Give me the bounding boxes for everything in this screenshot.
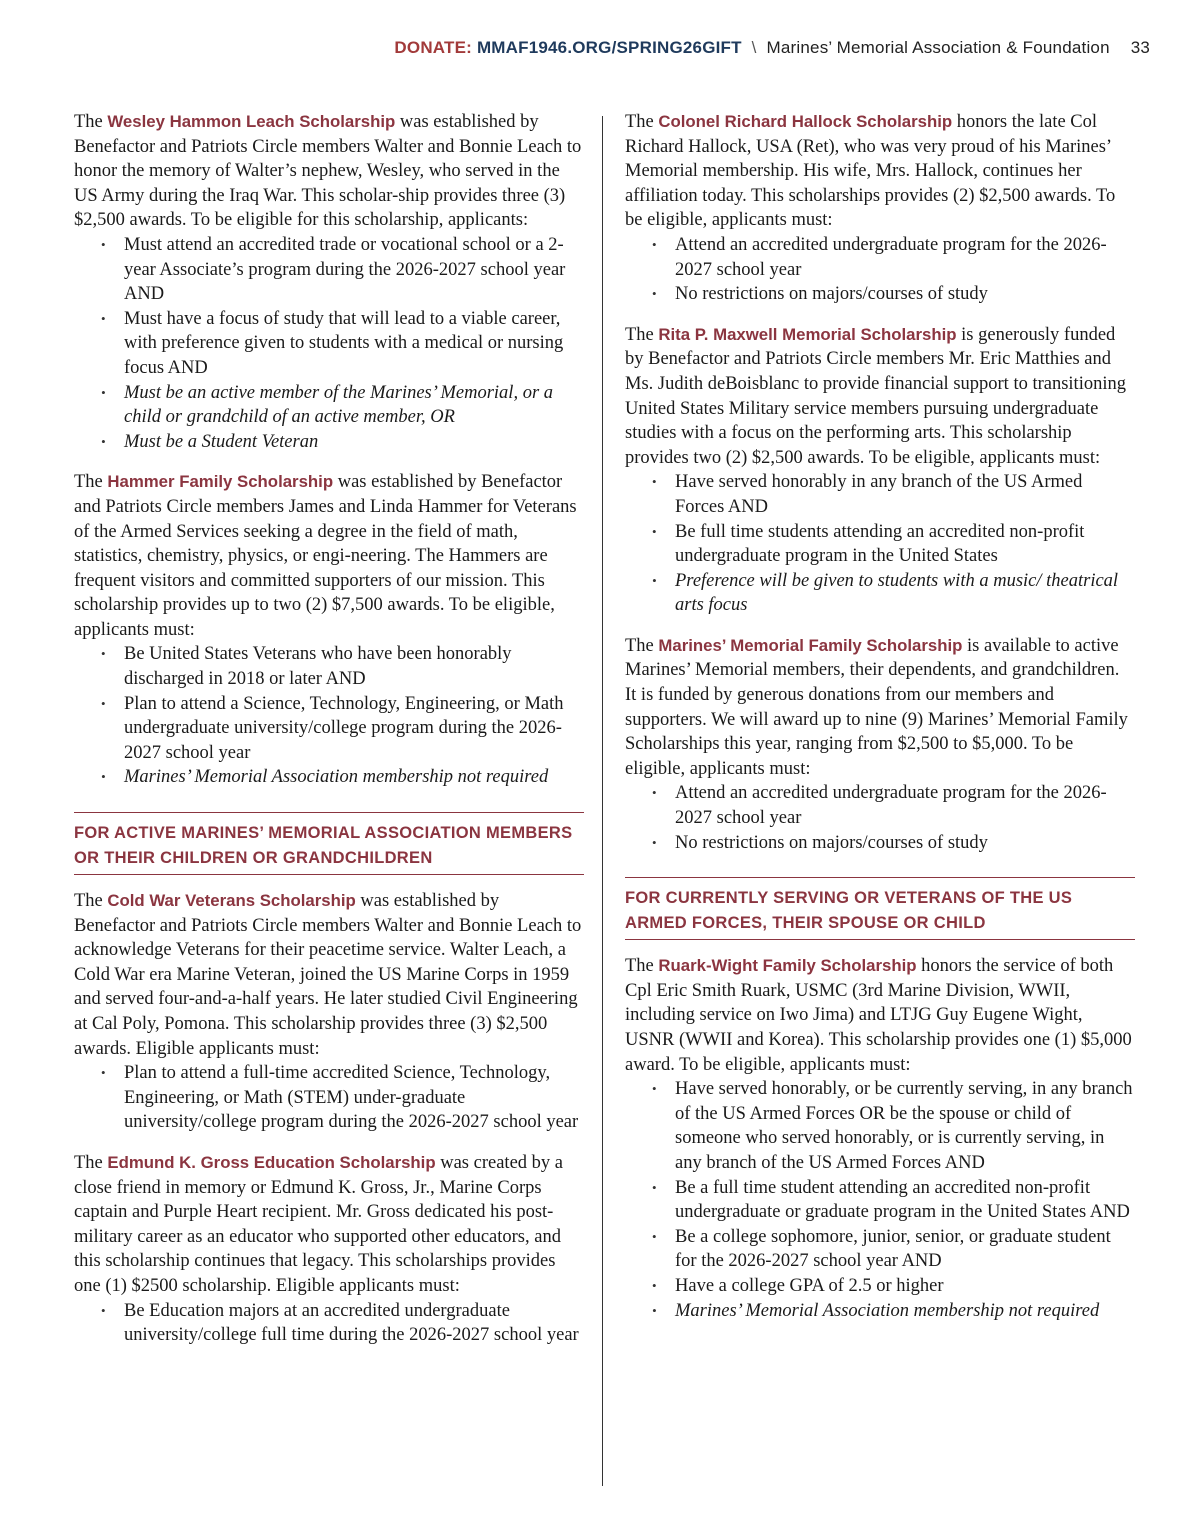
eligibility-list	[625, 1077, 1135, 1323]
list-item: • Must have a focus of study that will lead to a viable career, with preference given to students with a medical or nursing focus AND	[124, 307, 584, 381]
eligibility-list	[74, 1061, 584, 1135]
section-heading-veterans: FOR CURRENTLY SERVING OR VETERANS OF THE US ARMED FORCES, THEIR SPOUSE OR CHILD	[625, 877, 1135, 940]
organization-name: Marines’ Memorial Association & Foundation	[766, 38, 1110, 57]
scholarship-title: Edmund K. Gross Education Scholarship	[107, 1152, 436, 1172]
list-item: • No restrictions on majors/courses of study	[675, 831, 1135, 856]
scholarship-cold-war	[74, 889, 584, 1135]
list-item: • Preference will be given to students with a music/ theatrical arts focus	[675, 569, 1135, 618]
list-item: • Attend an accredited undergraduate program for the 2026-2027 school year	[675, 233, 1135, 282]
list-item: • Be full time students attending an accredited non-profit undergraduate program in the United States	[675, 520, 1135, 569]
scholarship-body: was established by Benefactor and Patriots Circle members Walter and Bonnie Leach to acknowledge Veterans for their peacetime service. Walter Leach, a Cold War era Marine Veteran, joined the US Marine Corps in 1959 and served four-and-a-half years. He later studied Civil Engineering at Cal Poly, Pomona. This scholarship provides three (3) $2,500 awards. Eligible applicants must:	[74, 891, 582, 1059]
eligibility-list	[74, 642, 584, 790]
list-item: • Be United States Veterans who have been honorably discharged in 2018 or later AND	[124, 642, 584, 691]
scholarship-body: was established by Benefactor and Patriots Circle members Walter and Bonnie Leach to honor the memory of Walter’s nephew, Wesley, who served in the US Army during the Iraq War. This scholar-ship provides three (3) $2,500 awards. To be eligible for this scholarship, applicants:	[74, 112, 582, 231]
intro-text: The	[74, 1152, 108, 1173]
eligibility-list	[74, 1299, 584, 1348]
scholarship-body: honors the late Col Richard Hallock, USA (Ret), who was very proud of his Marines’ Memorial membership. His wife, Mrs. Hallock, continues her affiliation today. This scholarships provides (2) $2,500 awards. To be eligible, applicants must:	[625, 112, 1116, 231]
scholarship-title: Colonel Richard Hallock Scholarship	[658, 112, 953, 131]
list-item: • Have served honorably, or be currently serving, in any branch of the US Armed Forces OR be the spouse or child of someone who served honorably, or is currently serving, in any branch of the US Armed Forces AND	[675, 1077, 1135, 1175]
scholarship-title: Ruark-Wight Family Scholarship	[658, 956, 917, 976]
eligibility-list	[625, 470, 1135, 618]
intro-text: The	[625, 112, 659, 132]
scholarship-body: is available to active Marines’ Memorial members, their dependents, and grandchildren. It is funded by generous donations from our members and supporters. We will award up to nine (9) Marines’ Memorial Family Scholarships this year, ranging from $2,500 to $5,000. To be eligible, applicants must:	[625, 635, 1128, 779]
section-heading-active-members: FOR ACTIVE MARINES’ MEMORIAL ASSOCIATION MEMBERS OR THEIR CHILDREN OR GRANDCHILDREN	[74, 812, 584, 875]
intro-text: The	[74, 891, 108, 912]
scholarship-ruark-wight	[625, 954, 1135, 1323]
column-divider	[602, 116, 603, 1486]
list-item: • Must be an active member of the Marines’ Memorial, or a child or grandchild of an active member, OR	[124, 381, 584, 430]
list-item: • Must attend an accredited trade or vocational school or a 2-year Associate’s program during the 2026-2027 school year AND	[124, 233, 584, 307]
eligibility-list	[74, 233, 584, 454]
page-header	[50, 38, 1150, 58]
scholarship-description	[625, 954, 1135, 1077]
header-separator: \	[751, 38, 757, 57]
scholarship-hallock	[625, 110, 1135, 307]
page-number: 33	[1130, 38, 1150, 57]
scholarship-maxwell	[625, 323, 1135, 618]
intro-text: The	[625, 956, 659, 977]
scholarship-title: Wesley Hammon Leach Scholarship	[107, 112, 396, 131]
donate-url-link[interactable]: MMAF1946.ORG/SPRING26GIFT	[476, 38, 742, 57]
eligibility-list	[625, 233, 1135, 307]
scholarship-description	[74, 889, 584, 1061]
scholarship-description	[74, 470, 584, 642]
list-item: • Have a college GPA of 2.5 or higher	[675, 1274, 1135, 1299]
scholarship-description	[74, 1151, 584, 1299]
scholarship-hammer	[74, 470, 584, 790]
intro-text: The	[625, 635, 659, 656]
scholarship-body: was established by Benefactor and Patriots Circle members James and Linda Hammer for Veterans of the Armed Services seeking a degree in the field of math, statistics, chemistry, physics, or engi-neering. The Hammers are frequent visitors and committed supporters of our mission. This scholarship provides up to two (2) $7,500 awards. To be eligible, applicants must:	[74, 472, 577, 640]
list-item: • Plan to attend a full-time accredited Science, Technology, Engineering, or Math (STEM) under-graduate university/college program during the 2026-2027 school year	[124, 1061, 584, 1135]
scholarship-family	[625, 634, 1135, 855]
donate-label: DONATE:	[394, 38, 472, 57]
scholarship-title: Rita P. Maxwell Memorial Scholarship	[658, 324, 957, 344]
scholarship-body: is generously funded by Benefactor and Patriots Circle members Mr. Eric Matthies and Ms. Judith deBoisblanc to provide financial support to transitioning United States Military service members pursuing undergraduate studies with a focus on the performing arts. This scholarship provides two (2) $2,500 awards. To be eligible, applicants must:	[625, 324, 1126, 468]
list-item: • Marines’ Memorial Association membership not required	[124, 765, 584, 790]
scholarship-title: Cold War Veterans Scholarship	[107, 891, 356, 911]
scholarship-description	[625, 634, 1135, 782]
list-item: • Be a full time student attending an accredited non-profit undergraduate or graduate program in the United States AND	[675, 1176, 1135, 1225]
intro-text: The	[625, 324, 659, 345]
list-item: • Be a college sophomore, junior, senior, or graduate student for the 2026-2027 school year AND	[675, 1225, 1135, 1274]
list-item: • Be Education majors at an accredited undergraduate university/college full time during the 2026-2027 school year	[124, 1299, 584, 1348]
left-column	[74, 110, 584, 1364]
scholarship-body: honors the service of both Cpl Eric Smith Ruark, USMC (3rd Marine Division, WWII, including service on Iwo Jima) and LTJG Guy Eugene Wight, USNR (WWII and Korea). This scholarship provides one (1) $5,000 award. To be eligible, applicants must:	[625, 956, 1132, 1075]
scholarship-body: was created by a close friend in memory or Edmund K. Gross, Jr., Marine Corps captain and Purple Heart recipient. Mr. Gross dedicated his post-military career as an educator who supported other educators, and this scholarship continues that legacy. This scholarships provides one (1) $2500 scholarship. Eligible applicants must:	[74, 1152, 563, 1296]
intro-text: The	[74, 472, 108, 493]
list-item: • Marines’ Memorial Association membership not required	[675, 1299, 1135, 1324]
scholarship-title: Marines’ Memorial Family Scholarship	[658, 635, 963, 655]
list-item: • Plan to attend a Science, Technology, Engineering, or Math undergraduate university/college program during the 2026-2027 school year	[124, 692, 584, 766]
scholarship-description	[625, 110, 1135, 233]
scholarship-gross	[74, 1151, 584, 1348]
list-item: • Have served honorably in any branch of the US Armed Forces AND	[675, 470, 1135, 519]
list-item: • Must be a Student Veteran	[124, 430, 584, 455]
eligibility-list	[625, 781, 1135, 855]
scholarship-description	[625, 323, 1135, 471]
list-item: • Attend an accredited undergraduate program for the 2026-2027 school year	[675, 781, 1135, 830]
scholarship-leach	[74, 110, 584, 454]
intro-text: The	[74, 112, 108, 132]
list-item: • No restrictions on majors/courses of study	[675, 282, 1135, 307]
scholarship-description	[74, 110, 584, 233]
scholarship-title: Hammer Family Scholarship	[107, 472, 334, 492]
right-column	[625, 110, 1135, 1339]
